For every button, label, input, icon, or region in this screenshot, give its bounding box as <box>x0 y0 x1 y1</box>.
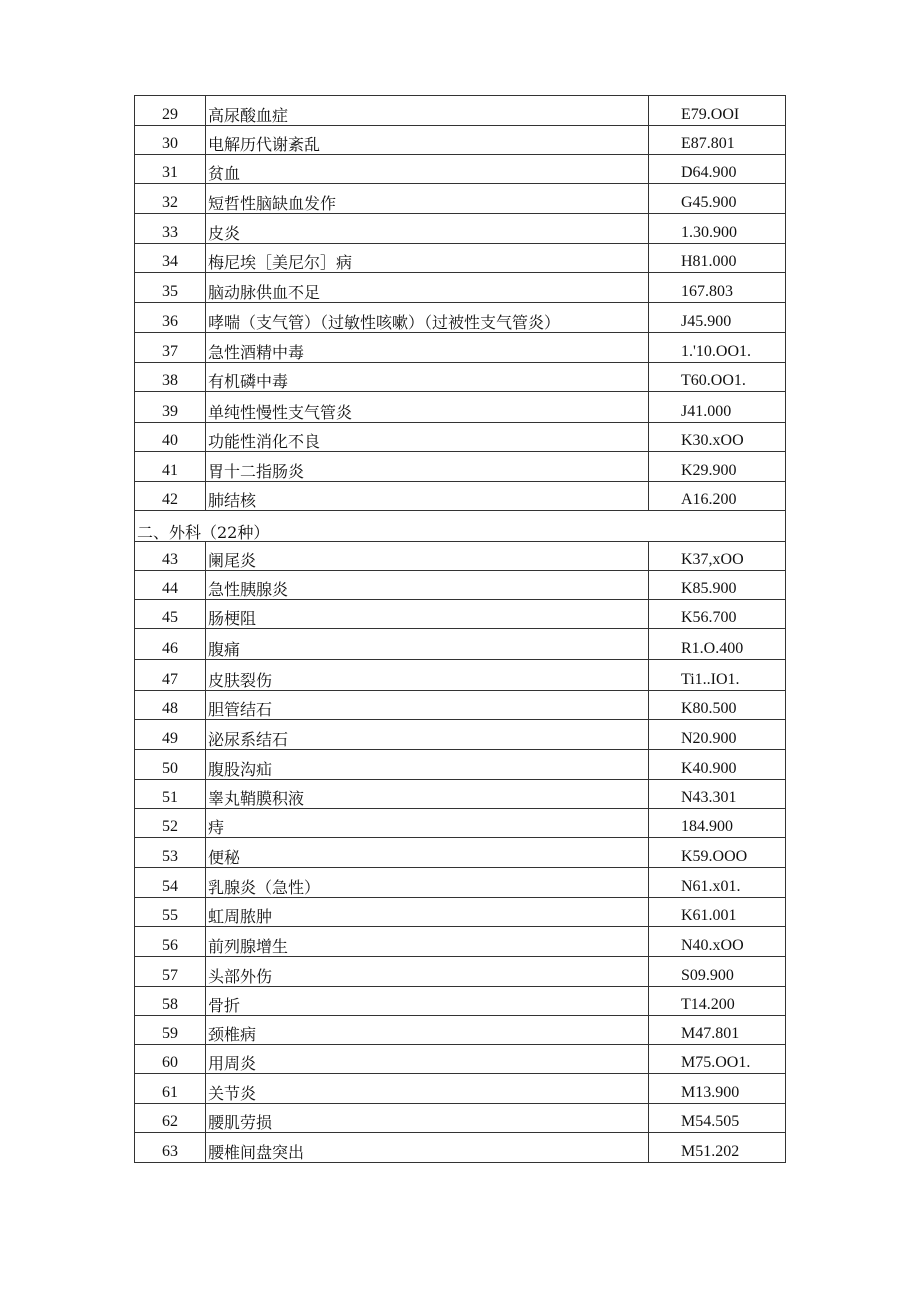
icd-code-cell <box>649 838 786 868</box>
row-number-cell <box>135 482 206 511</box>
icd-code: M54.505 <box>681 1113 740 1130</box>
row-number-cell <box>135 542 206 571</box>
disease-name-cell <box>206 1016 649 1045</box>
row-number: 34 <box>162 253 178 270</box>
disease-name-cell <box>206 392 649 423</box>
row-number: 38 <box>162 372 178 389</box>
disease-name: 睾丸鞘膜积液 <box>208 789 305 808</box>
icd-code-cell <box>649 423 786 452</box>
disease-name: 胃十二指肠炎 <box>208 462 305 481</box>
row-number: 42 <box>162 491 178 508</box>
disease-name-cell <box>206 333 649 363</box>
icd-code: S09.900 <box>681 967 734 984</box>
row-number-cell <box>135 780 206 809</box>
row-number-cell <box>135 1045 206 1074</box>
row-number-cell <box>135 838 206 868</box>
icd-code: A16.200 <box>681 491 737 508</box>
row-number: 35 <box>162 283 178 300</box>
row-number-cell <box>135 571 206 600</box>
table-row <box>135 1045 786 1074</box>
icd-code: N20.900 <box>681 730 737 747</box>
icd-code: K59.OOO <box>681 848 748 865</box>
icd-code-cell <box>649 987 786 1016</box>
disease-name-cell <box>206 987 649 1016</box>
row-number: 60 <box>162 1054 178 1071</box>
disease-name-cell <box>206 957 649 987</box>
table-row <box>135 571 786 600</box>
icd-code-cell <box>649 363 786 392</box>
icd-code-cell <box>649 184 786 214</box>
icd-code: J45.900 <box>681 313 732 330</box>
icd-code: K85.900 <box>681 580 737 597</box>
row-number-cell <box>135 303 206 333</box>
icd-code: N61.x01. <box>681 878 741 895</box>
row-number-cell <box>135 392 206 423</box>
row-number: 37 <box>162 343 178 360</box>
row-number: 61 <box>162 1084 178 1101</box>
row-number-cell <box>135 423 206 452</box>
row-number-cell <box>135 1016 206 1045</box>
table-row <box>135 482 786 511</box>
disease-name-cell <box>206 184 649 214</box>
table-row <box>135 363 786 392</box>
disease-name: 痔 <box>208 818 225 837</box>
row-number: 47 <box>162 671 178 688</box>
disease-name: 单纯性慢性支气管炎 <box>208 403 353 422</box>
icd-code: M13.900 <box>681 1084 740 1101</box>
row-number-cell <box>135 126 206 155</box>
disease-name-cell <box>206 660 649 691</box>
row-number: 39 <box>162 403 178 420</box>
row-number: 48 <box>162 700 178 717</box>
icd-code-cell <box>649 720 786 750</box>
table-row <box>135 780 786 809</box>
row-number: 53 <box>162 848 178 865</box>
icd-code: M47.801 <box>681 1025 740 1042</box>
row-number-cell <box>135 898 206 927</box>
disease-name: 功能性消化不良 <box>208 432 321 451</box>
row-number-cell <box>135 660 206 691</box>
icd-code: R1.O.400 <box>681 640 744 657</box>
icd-code: J41.000 <box>681 403 732 420</box>
disease-name: 肠梗阻 <box>208 609 257 628</box>
disease-name: 胆管结石 <box>208 700 273 719</box>
disease-name: 腰椎间盘突出 <box>208 1143 305 1162</box>
icd-code: T14.200 <box>681 996 735 1013</box>
disease-name-cell <box>206 1104 649 1133</box>
icd-code-cell <box>649 750 786 780</box>
disease-name-cell <box>206 898 649 927</box>
icd-code: K61.001 <box>681 907 737 924</box>
table-row <box>135 303 786 333</box>
icd-code: 1.'10.OO1. <box>681 343 751 360</box>
row-number: 30 <box>162 135 178 152</box>
table-row <box>135 333 786 363</box>
table-row <box>135 273 786 303</box>
icd-code-cell <box>649 809 786 838</box>
icd-code: 1.30.900 <box>681 224 737 241</box>
icd-code: K40.900 <box>681 760 737 777</box>
icd-code: M75.OO1. <box>681 1054 751 1071</box>
disease-name: 腰肌劳损 <box>208 1113 273 1132</box>
table-row <box>135 957 786 987</box>
icd-code-cell <box>649 1016 786 1045</box>
icd-code: K80.500 <box>681 700 737 717</box>
disease-name: 乳腺炎（急性） <box>208 878 321 897</box>
icd-code: K37,xOO <box>681 551 744 568</box>
disease-name: 急性胰腺炎 <box>208 580 289 599</box>
icd-code-cell <box>649 1104 786 1133</box>
icd-code-cell <box>649 482 786 511</box>
row-number: 49 <box>162 730 178 747</box>
disease-name-cell <box>206 126 649 155</box>
disease-name-cell <box>206 809 649 838</box>
icd-code: N43.301 <box>681 789 737 806</box>
icd-code-cell <box>649 571 786 600</box>
table-row <box>135 629 786 660</box>
row-number-cell <box>135 927 206 957</box>
disease-name-cell <box>206 244 649 273</box>
row-number: 55 <box>162 907 178 924</box>
disease-name-cell <box>206 363 649 392</box>
icd-code-cell <box>649 303 786 333</box>
row-number: 41 <box>162 462 178 479</box>
disease-name-cell <box>206 96 649 126</box>
disease-name: 哮喘（支气管）（过敏性咳嗽）（过被性支气管炎） <box>208 313 561 332</box>
icd-code-cell <box>649 452 786 482</box>
disease-name: 骨折 <box>208 996 241 1015</box>
disease-name-cell <box>206 750 649 780</box>
icd-code: 167.803 <box>681 283 733 300</box>
disease-name: 腹股沟疝 <box>208 760 273 779</box>
icd-code: Ti1..IO1. <box>681 671 740 688</box>
table-row <box>135 809 786 838</box>
row-number: 56 <box>162 937 178 954</box>
table-row <box>135 392 786 423</box>
icd-code-cell <box>649 957 786 987</box>
row-number: 58 <box>162 996 178 1013</box>
table-row <box>135 214 786 244</box>
icd-code: E87.801 <box>681 135 735 152</box>
disease-name: 头部外伤 <box>208 967 273 986</box>
icd-code: K56.700 <box>681 609 737 626</box>
table-row <box>135 720 786 750</box>
icd-code-cell <box>649 542 786 571</box>
table-row <box>135 600 786 629</box>
disease-name: 用周炎 <box>208 1054 257 1073</box>
icd-code-cell <box>649 126 786 155</box>
icd-code-cell <box>649 244 786 273</box>
disease-name-cell <box>206 423 649 452</box>
icd-code-cell <box>649 600 786 629</box>
disease-name-cell <box>206 155 649 184</box>
row-number-cell <box>135 244 206 273</box>
disease-name: 短哲性脑缺血发作 <box>208 194 337 213</box>
row-number-cell <box>135 155 206 184</box>
icd-code-cell <box>649 1133 786 1163</box>
disease-name-cell <box>206 1074 649 1104</box>
icd-code: N40.xOO <box>681 937 744 954</box>
icd-code-cell <box>649 273 786 303</box>
table-row <box>135 184 786 214</box>
disease-name-cell <box>206 868 649 898</box>
row-number-cell <box>135 1104 206 1133</box>
disease-name: 电解历代谢紊乱 <box>208 135 321 154</box>
disease-name-cell <box>206 691 649 720</box>
row-number: 50 <box>162 760 178 777</box>
row-number-cell <box>135 184 206 214</box>
table-row <box>135 1133 786 1163</box>
table-body <box>135 96 786 1163</box>
row-number-cell <box>135 1074 206 1104</box>
row-number: 59 <box>162 1025 178 1042</box>
icd-code-cell <box>649 155 786 184</box>
row-number: 44 <box>162 580 178 597</box>
disease-name-cell <box>206 273 649 303</box>
disease-code-table <box>134 95 786 1163</box>
disease-name: 颈椎病 <box>208 1025 257 1044</box>
icd-code: H81.000 <box>681 253 737 270</box>
disease-name-cell <box>206 452 649 482</box>
disease-name: 贫血 <box>208 164 241 183</box>
disease-name-cell <box>206 1133 649 1163</box>
disease-name-cell <box>206 600 649 629</box>
row-number-cell <box>135 214 206 244</box>
table-row <box>135 1104 786 1133</box>
row-number: 46 <box>162 640 178 657</box>
icd-code: G45.900 <box>681 194 737 211</box>
row-number: 52 <box>162 818 178 835</box>
icd-code-cell <box>649 868 786 898</box>
row-number: 29 <box>162 106 178 123</box>
icd-code: M51.202 <box>681 1143 740 1160</box>
table-row <box>135 691 786 720</box>
row-number-cell <box>135 96 206 126</box>
row-number: 45 <box>162 609 178 626</box>
disease-name: 急性酒精中毒 <box>208 343 305 362</box>
table-row <box>135 126 786 155</box>
icd-code: K29.900 <box>681 462 737 479</box>
row-number: 54 <box>162 878 178 895</box>
icd-code-cell <box>649 1074 786 1104</box>
row-number-cell <box>135 273 206 303</box>
icd-code-cell <box>649 780 786 809</box>
table-row <box>135 1074 786 1104</box>
row-number-cell <box>135 987 206 1016</box>
section-title: 二、外科（22种） <box>135 511 786 542</box>
disease-name-cell <box>206 542 649 571</box>
table-row <box>135 898 786 927</box>
disease-name: 阑尾炎 <box>208 551 257 570</box>
disease-name-cell <box>206 838 649 868</box>
table-row <box>135 838 786 868</box>
disease-name-cell <box>206 303 649 333</box>
disease-name: 脑动脉供血不足 <box>208 283 321 302</box>
table-row <box>135 1016 786 1045</box>
row-number-cell <box>135 600 206 629</box>
icd-code-cell <box>649 214 786 244</box>
row-number-cell <box>135 691 206 720</box>
row-number-cell <box>135 720 206 750</box>
table-row <box>135 542 786 571</box>
table-row <box>135 452 786 482</box>
table-row <box>135 96 786 126</box>
row-number-cell <box>135 363 206 392</box>
row-number: 36 <box>162 313 178 330</box>
disease-name: 前列腺增生 <box>208 937 289 956</box>
icd-code-cell <box>649 691 786 720</box>
row-number-cell <box>135 750 206 780</box>
icd-code-cell <box>649 333 786 363</box>
disease-name: 梅尼埃［美尼尔］病 <box>208 253 353 272</box>
row-number-cell <box>135 629 206 660</box>
disease-name: 泌尿系结石 <box>208 730 289 749</box>
table-row <box>135 660 786 691</box>
table-row <box>135 244 786 273</box>
row-number: 62 <box>162 1113 178 1130</box>
row-number-cell <box>135 957 206 987</box>
disease-name-cell <box>206 927 649 957</box>
row-number: 31 <box>162 164 178 181</box>
disease-name: 高尿酸血症 <box>208 106 289 125</box>
icd-code-cell <box>649 660 786 691</box>
icd-code-cell <box>649 392 786 423</box>
icd-code-cell <box>649 1045 786 1074</box>
disease-name-cell <box>206 214 649 244</box>
table-row <box>135 155 786 184</box>
row-number: 57 <box>162 967 178 984</box>
row-number: 51 <box>162 789 178 806</box>
row-number-cell <box>135 868 206 898</box>
disease-name: 有机磷中毒 <box>208 372 289 391</box>
disease-name: 关节炎 <box>208 1084 257 1103</box>
row-number-cell <box>135 452 206 482</box>
table-row <box>135 423 786 452</box>
row-number: 32 <box>162 194 178 211</box>
icd-code: E79.OOI <box>681 106 740 123</box>
disease-name: 虹周脓肿 <box>208 907 273 926</box>
disease-name: 肺结核 <box>208 491 257 510</box>
row-number: 40 <box>162 432 178 449</box>
icd-code-cell <box>649 898 786 927</box>
disease-name: 腹痛 <box>208 640 241 659</box>
icd-code-cell <box>649 927 786 957</box>
row-number-cell <box>135 1133 206 1163</box>
icd-code: K30.xOO <box>681 432 744 449</box>
table-row <box>135 868 786 898</box>
disease-name-cell <box>206 720 649 750</box>
disease-name: 皮肤裂伤 <box>208 671 273 690</box>
disease-name: 皮炎 <box>208 224 241 243</box>
disease-name: 便秘 <box>208 848 241 867</box>
row-number: 33 <box>162 224 178 241</box>
icd-code: 184.900 <box>681 818 733 835</box>
row-number-cell <box>135 809 206 838</box>
table-row <box>135 750 786 780</box>
disease-name-cell <box>206 1045 649 1074</box>
disease-name-cell <box>206 629 649 660</box>
row-number: 43 <box>162 551 178 568</box>
row-number-cell <box>135 333 206 363</box>
disease-name-cell <box>206 780 649 809</box>
row-number: 63 <box>162 1143 178 1160</box>
disease-name-cell <box>206 482 649 511</box>
icd-code: D64.900 <box>681 164 737 181</box>
icd-code-cell <box>649 96 786 126</box>
table-row <box>135 927 786 957</box>
section-header-row <box>135 511 786 542</box>
disease-name-cell <box>206 571 649 600</box>
icd-code: T60.OO1. <box>681 372 746 389</box>
table-row <box>135 987 786 1016</box>
icd-code-cell <box>649 629 786 660</box>
